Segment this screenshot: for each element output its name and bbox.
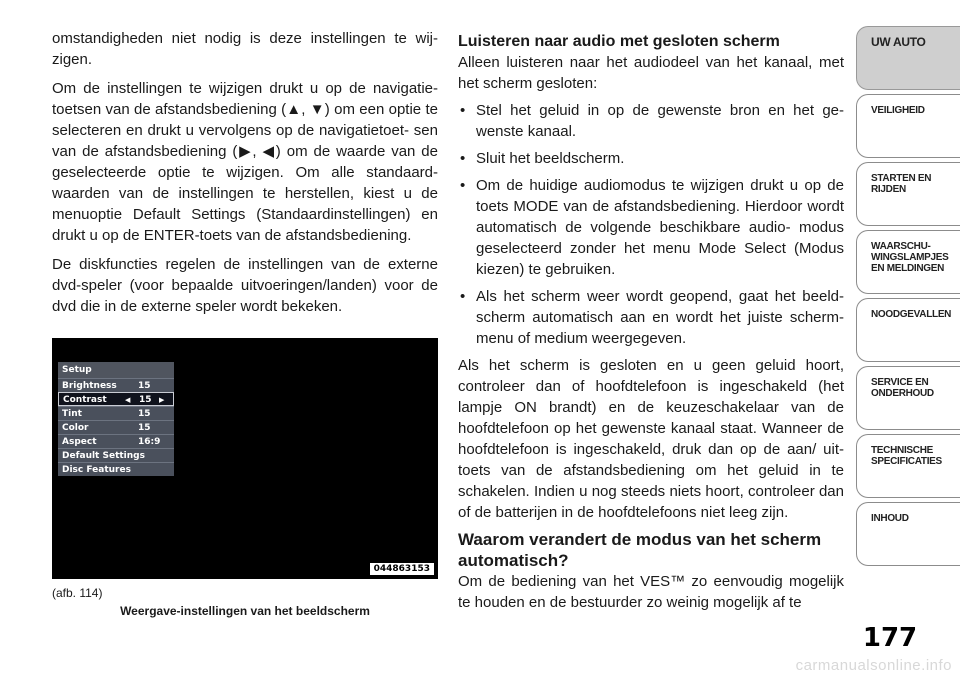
left-column bbox=[52, 28, 438, 325]
arrow-left-icon: ◀ bbox=[125, 396, 131, 404]
setup-menu-title: Setup bbox=[58, 362, 174, 378]
list-item: • Sluit het beeldscherm. bbox=[458, 148, 844, 169]
arrow-right-icon: ▶ bbox=[159, 396, 165, 404]
section-heading: Luisteren naar audio met gesloten scherm bbox=[458, 33, 780, 50]
bullet-list bbox=[458, 100, 844, 349]
setup-row-label: Default Settings bbox=[62, 451, 145, 461]
tab-uw-auto[interactable]: UW AUTO bbox=[856, 26, 960, 90]
paragraph: Als het scherm is gesloten en u geen geluid hoort, controleer dan of hoofdtelefoon is ingeschakeld (het lampje ON brandt) en de keuzeschakelaar van de hoofdtelefoon op het gewenste kanaal staat. Wanneer de hoofdtelefoon is ingeschakeld, druk dan op de aan/ uit-toets van de afstandsbediening om het geluid in te schakelen. Indien u nog steeds niets hoort, controleer dan of de batterijen in de hoofdtelefoons niet leeg zijn. bbox=[458, 357, 844, 521]
tab-service-en-onderhoud[interactable]: SERVICE EN ONDERHOUD bbox=[856, 366, 960, 430]
setup-row-disc-features bbox=[58, 462, 174, 476]
setup-row-value: 15 bbox=[138, 423, 151, 433]
tab-veiligheid[interactable]: VEILIGHEID bbox=[856, 94, 960, 158]
intro-paragraph: Alleen luisteren naar het audiodeel van het kanaal, met het scherm gesloten: bbox=[458, 54, 844, 92]
page-number: 177 bbox=[862, 623, 918, 653]
paragraph: omstandigheden niet nodig is deze instellingen te wij- zigen. bbox=[52, 30, 438, 68]
tab-noodgevallen[interactable]: NOODGEVALLEN bbox=[856, 298, 960, 362]
paragraph: Om de bediening van het VES™ zo eenvoudig mogelijk te houden en de bestuurder zo weinig mogelijk af te bbox=[458, 573, 844, 611]
setup-screen-figure bbox=[52, 338, 438, 579]
list-item: • Om de huidige audiomodus te wijzigen drukt u op de toets MODE van de afstandsbediening. Hierdoor wordt automatisch de volgende beschikbare audio- modus geselecteerd zonder het menu Mode Select (Modus kiezen) te gebruiken. bbox=[458, 175, 844, 280]
setup-row-aspect bbox=[58, 434, 174, 448]
setup-row-default-settings bbox=[58, 448, 174, 462]
tab-inhoud[interactable]: INHOUD bbox=[856, 502, 960, 566]
paragraph: De diskfuncties regelen de instellingen van de externe dvd-speler (voor bepaalde uitvoeringen/landen) voor de dvd die in de externe speler wordt bekeken. bbox=[52, 256, 438, 315]
setup-menu bbox=[58, 362, 174, 476]
tab-starten-en-rijden[interactable]: STARTEN EN RIJDEN bbox=[856, 162, 960, 226]
right-column bbox=[458, 32, 844, 619]
setup-row-contrast bbox=[58, 392, 174, 406]
tab-technische-specificaties[interactable]: TECHNISCHE SPECIFICATIES bbox=[856, 434, 960, 498]
list-item: • Stel het geluid in op de gewenste bron en het ge- wenste kanaal. bbox=[458, 100, 844, 142]
setup-row-value: 15 bbox=[138, 381, 151, 391]
list-item: • Als het scherm weer wordt geopend, gaat het beeld- scherm automatisch aan en wordt het juiste scherm- menu of medium weergegeven. bbox=[458, 286, 844, 349]
setup-row-tint bbox=[58, 406, 174, 420]
setup-row-label: Disc Features bbox=[62, 465, 131, 475]
setup-row-color bbox=[58, 420, 174, 434]
setup-row-label: Brightness bbox=[62, 381, 117, 391]
chapter-tabs bbox=[856, 26, 960, 570]
figure-caption: Weergave-instellingen van het beeldscherm bbox=[120, 604, 370, 618]
setup-row-brightness bbox=[58, 378, 174, 392]
setup-row-label: Aspect bbox=[62, 437, 97, 447]
setup-row-value: 15 bbox=[139, 395, 152, 405]
figure-number: (afb. 114) bbox=[52, 586, 103, 600]
setup-row-label: Contrast bbox=[63, 395, 107, 405]
tab-waarschuwingslampjes[interactable]: WAARSCHU- WINGSLAMPJES EN MELDINGEN bbox=[856, 230, 960, 294]
watermark: carmanualsonline.info bbox=[795, 657, 952, 674]
section-heading: Waarom verandert de modus van het scherm automatisch? bbox=[458, 530, 822, 570]
setup-row-value: 16:9 bbox=[138, 437, 161, 447]
figure-code: 044863153 bbox=[370, 563, 434, 575]
paragraph: Om de instellingen te wijzigen drukt u op de navigatie- toetsen van de afstandsbediening (▲, ▼) om een optie te selecteren en drukt u vervolgens op de navigatietoet- sen van de afstandsbediening (▶, ◀) om de waarde van de geselecteerde optie te wijzigen. Om alle standaard- waarden van de instellingen te herstellen, kiest u de menuoptie Default Settings (Standaardinstellingen) en drukt u op de ENTER-toets van de afstandsbediening. bbox=[52, 80, 438, 244]
setup-row-label: Tint bbox=[62, 409, 82, 419]
setup-row-label: Color bbox=[62, 423, 89, 433]
setup-row-value: 15 bbox=[138, 409, 151, 419]
